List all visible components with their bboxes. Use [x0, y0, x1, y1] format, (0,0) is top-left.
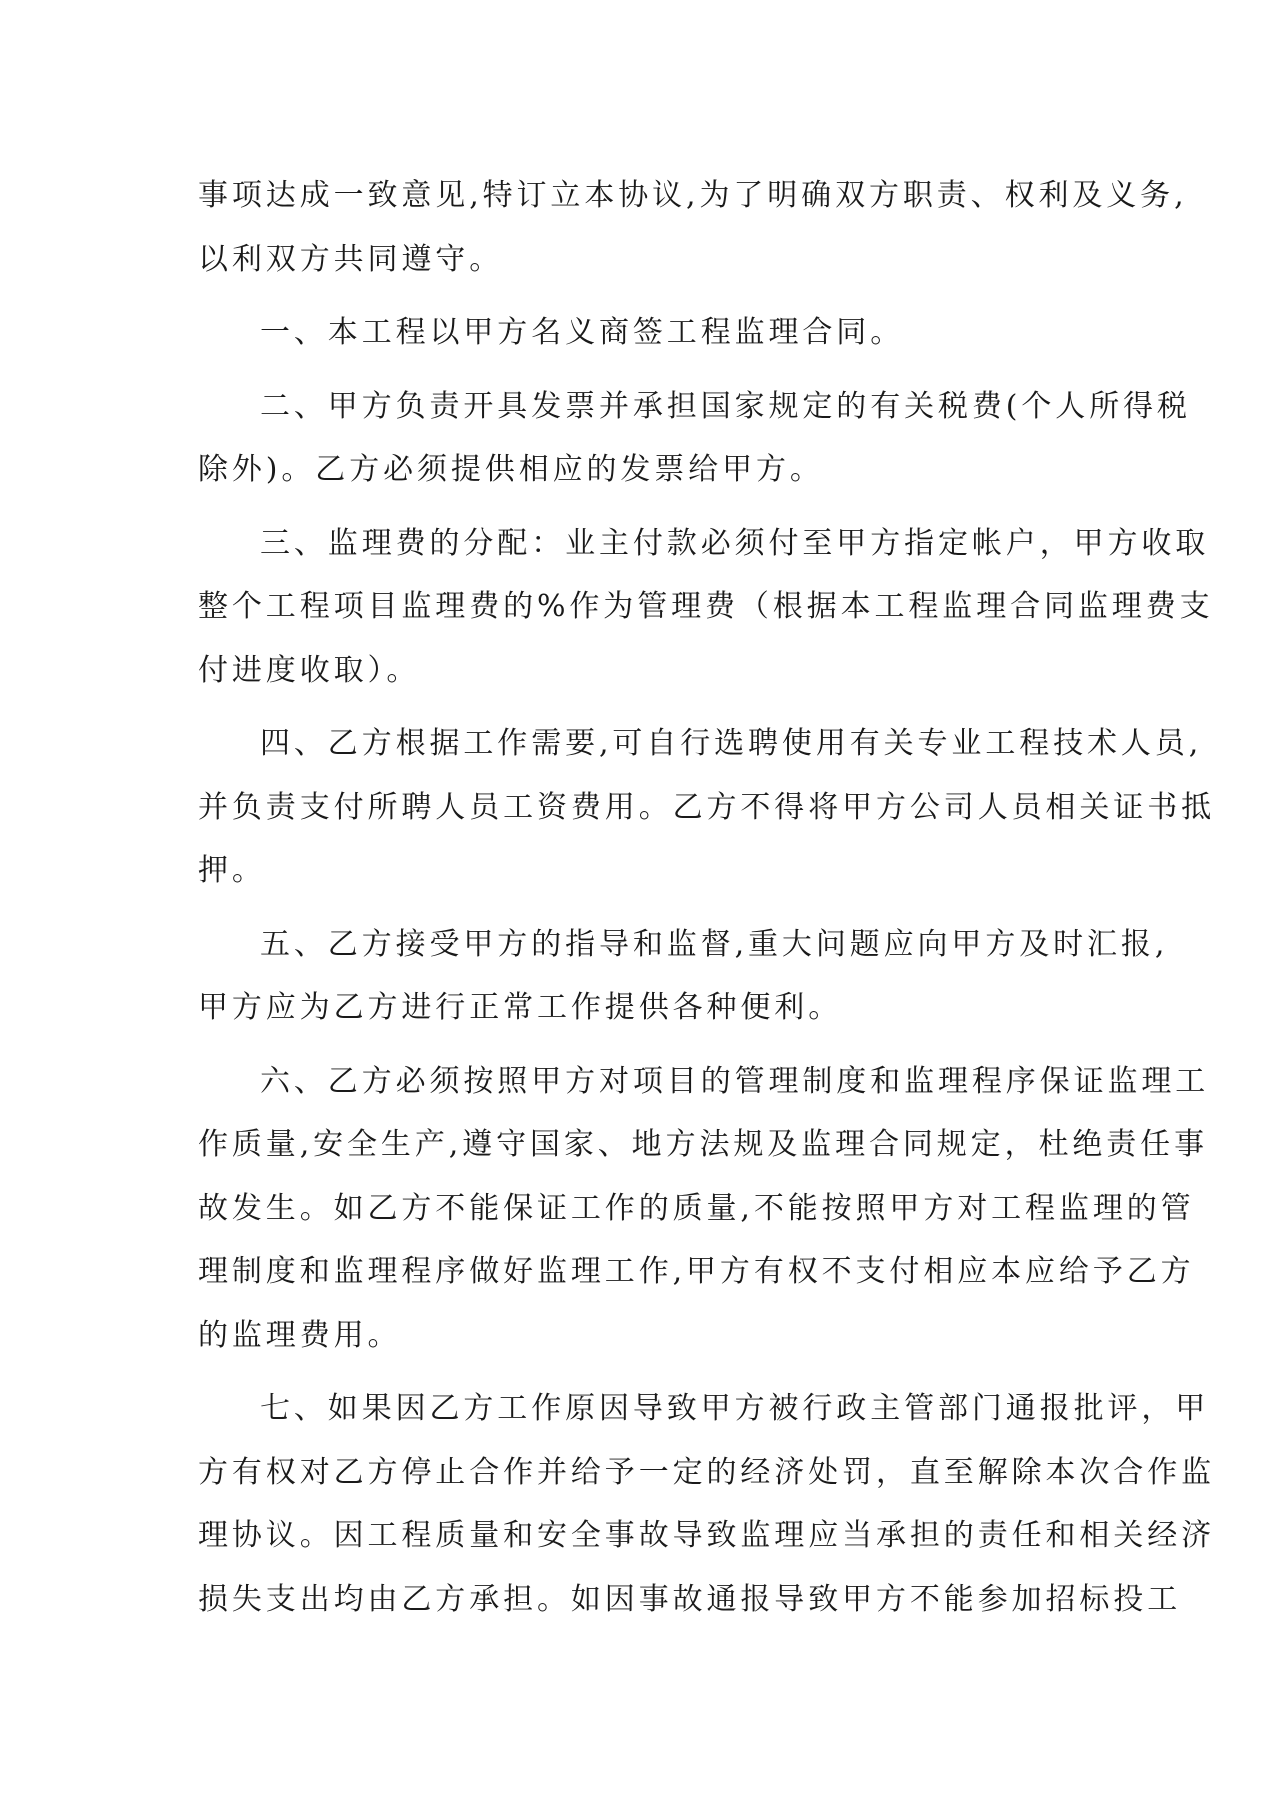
- text-line: 并负责支付所聘人员工资费用。乙方不得将甲方公司人员相关证书抵: [198, 789, 1215, 825]
- contract-body-text: [198, 164, 1215, 1631]
- paragraph-gap: [198, 1367, 1094, 1377]
- clause-7-line: 七、如果因乙方工作原因导致甲方被行政主管部门通报批评，甲: [260, 1391, 1210, 1426]
- clause-3-line: 三、监理费的分配：业主付款必须付至甲方指定帐户，甲方收取: [260, 525, 1210, 561]
- text-line: 理协议。因工程质量和安全事故导致监理应当承担的责任和相关经济: [198, 1518, 1215, 1553]
- text-line: 押。: [198, 853, 266, 888]
- text-line: 理制度和监理程序做好监理工作,甲方有权不支付相应本应给予乙方: [198, 1254, 1195, 1289]
- text-line: 甲方应为乙方进行正常工作提供各种便利。: [198, 990, 843, 1025]
- paragraph-gap: [198, 903, 1094, 913]
- paragraph-gap: [198, 291, 1094, 301]
- paragraph-gap: [198, 702, 1094, 712]
- clause-6-line: 六、乙方必须按照甲方对项目的管理制度和监理程序保证监理工: [260, 1063, 1210, 1099]
- clause-2-line: 二、甲方负责开具发票并承担国家规定的有关税费(个人所得税: [260, 388, 1191, 424]
- paragraph-gap: [198, 1040, 1094, 1050]
- paragraph-gap: [198, 502, 1094, 512]
- text-line: 整个工程项目监理费的%作为管理费（根据本工程监理合同监理费支: [198, 589, 1214, 624]
- clause-5-line: 五、乙方接受甲方的指导和监督,重大问题应向甲方及时汇报,: [260, 926, 1169, 962]
- text-line: 方有权对乙方停止合作并给予一定的经济处罚，直至解除本次合作监: [198, 1454, 1215, 1490]
- text-line: 作质量,安全生产,遵守国家、地方法规及监理合同规定，杜绝责任事: [198, 1127, 1208, 1162]
- clause-1-line: 一、本工程以甲方名义商签工程监理合同。: [260, 315, 905, 350]
- text-line: 损失支出均由乙方承担。如因事故通报导致甲方不能参加招标投工: [198, 1581, 1182, 1617]
- text-line: 付进度收取）。: [198, 652, 421, 688]
- text-line: 除外)。乙方必须提供相应的发票给甲方。: [198, 452, 824, 487]
- text-line: 以利双方共同遵守。: [198, 241, 504, 277]
- text-line: 的监理费用。: [198, 1317, 402, 1353]
- text-line: 故发生。如乙方不能保证工作的质量,不能按照甲方对工程监理的管: [198, 1190, 1195, 1226]
- paragraph-gap: [198, 365, 1094, 375]
- text-line: 事项达成一致意见,特订立本协议,为了明确双方职责、权利及义务,: [198, 178, 1188, 213]
- clause-4-line: 四、乙方根据工作需要,可自行选聘使用有关专业工程技术人员,: [260, 726, 1203, 761]
